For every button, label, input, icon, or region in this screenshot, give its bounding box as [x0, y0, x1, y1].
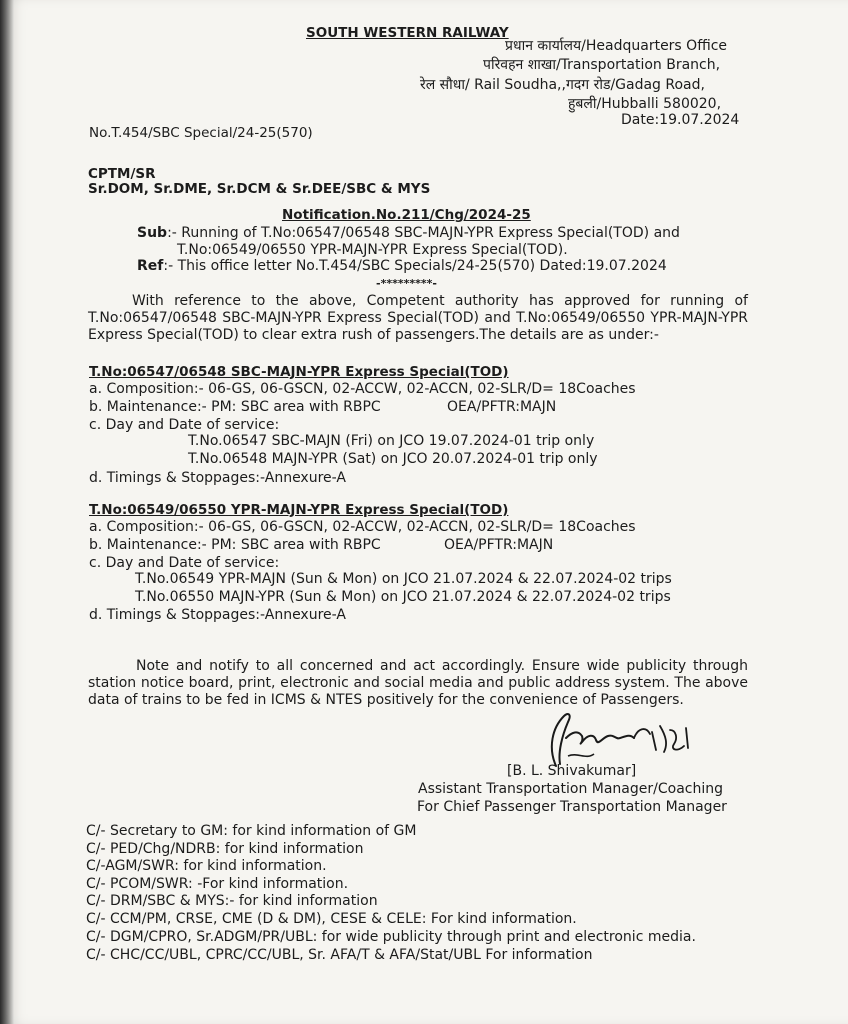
notification-title: Notification.No.211/Chg/2024-25 [282, 207, 531, 223]
separator-stars: -*********- [376, 277, 437, 290]
letter-date: Date:19.07.2024 [621, 112, 740, 128]
train2-service-1: T.No.06549 YPR-MAJN (Sun & Mon) on JCO 21.07.2024 & 22.07.2024-02 trips [135, 571, 672, 587]
intro-paragraph: With reference to the above, Competent authority has approved for running of T.No:06547/06548 SBC-MAJN-YPR Express Special(TOD) and T.No:06549/06550 YPR-MAJN-YPR Express Special(TOD) to clear extra rush of passengers.The details are as under:- [88, 293, 748, 343]
letter-number: No.T.454/SBC Special/24-25(570) [89, 125, 313, 141]
subject-text-1: :- Running of T.No:06547/06548 SBC-MAJN-YPR Express Special(TOD) and [167, 225, 680, 241]
train1-maintenance: b. Maintenance:- PM: SBC area with RBPC [89, 399, 381, 415]
copy-to-item: C/- CHC/CC/UBL, CPRC/CC/UBL, Sr. AFA/T & AFA/Stat/UBL For information [86, 947, 593, 963]
reference-text: :- This office letter No.T.454/SBC Specials/24-25(570) Dated:19.07.2024 [163, 258, 667, 274]
train2-service-2: T.No.06550 MAJN-YPR (Sun & Mon) on JCO 21.07.2024 & 22.07.2024-02 trips [135, 589, 671, 605]
reference-label: Ref [137, 258, 164, 274]
copy-to-item: C/- PED/Chg/NDRB: for kind information [86, 841, 364, 857]
copy-to-item: C/- DRM/SBC & MYS:- for kind information [86, 893, 378, 909]
addressee-line-2: Sr.DOM, Sr.DME, Sr.DCM & Sr.DEE/SBC & MYS [88, 181, 431, 197]
page-edge-shadow [0, 0, 14, 1024]
train1-composition: a. Composition:- 06-GS, 06-GSCN, 02-ACCW, 02-ACCN, 02-SLR/D= 18Coaches [89, 381, 636, 397]
train2-oea: OEA/PFTR:MAJN [444, 537, 554, 553]
office-line-1: प्रधान कार्यालय/Headquarters Office [505, 38, 728, 54]
railway-name: SOUTH WESTERN RAILWAY [306, 25, 509, 41]
train1-title: T.No:06547/06548 SBC-MAJN-YPR Express Special(TOD) [89, 364, 509, 380]
subject-line-2: T.No:06549/06550 YPR-MAJN-YPR Express Special(TOD). [177, 242, 568, 258]
copy-to-item: C/- CCM/PM, CRSE, CME (D & DM), CESE & CELE: For kind information. [86, 911, 577, 927]
train1-timings: d. Timings & Stoppages:-Annexure-A [89, 470, 346, 486]
signatory-name: [B. L. Shivakumar] [507, 763, 637, 779]
train1-day-date: c. Day and Date of service: [89, 417, 280, 433]
train1-service-2: T.No.06548 MAJN-YPR (Sat) on JCO 20.07.2024-01 trip only [188, 451, 598, 467]
reference-line [137, 258, 667, 274]
subject-label: Sub [137, 225, 168, 241]
signatory-for-line: For Chief Passenger Transportation Manager [417, 799, 727, 815]
train2-title: T.No:06549/06550 YPR-MAJN-YPR Express Special(TOD) [89, 502, 509, 518]
copy-to-item: C/- PCOM/SWR: -For kind information. [86, 876, 349, 892]
signatory-designation: Assistant Transportation Manager/Coaching [418, 781, 723, 797]
copy-to-item: C/-AGM/SWR: for kind information. [86, 858, 327, 874]
office-line-2: परिवहन शाखा/Transportation Branch, [483, 57, 721, 73]
copy-to-item: C/- Secretary to GM: for kind information of GM [86, 823, 417, 839]
office-line-3: रेल सौधा/ Rail Soudha,,गदग रोड/Gadag Road, [420, 77, 705, 93]
subject-line-1 [137, 225, 680, 241]
train1-oea: OEA/PFTR:MAJN [447, 399, 557, 415]
copy-to-item: C/- DGM/CPRO, Sr.ADGM/PR/UBL: for wide publicity through print and electronic media. [86, 929, 696, 945]
train2-day-date: c. Day and Date of service: [89, 555, 280, 571]
train2-composition: a. Composition:- 06-GS, 06-GSCN, 02-ACCW, 02-ACCN, 02-SLR/D= 18Coaches [89, 519, 636, 535]
train2-timings: d. Timings & Stoppages:-Annexure-A [89, 607, 346, 623]
office-line-4: हुबली/Hubballi 580020, [568, 96, 722, 112]
closing-paragraph: Note and notify to all concerned and act accordingly. Ensure wide publicity through station notice board, print, electronic and social media and public address system. The above data of trains to be fed in ICMS & NTES positively for the convenience of Passengers. [88, 658, 748, 708]
train2-maintenance: b. Maintenance:- PM: SBC area with RBPC [89, 537, 381, 553]
addressee-line-1: CPTM/SR [88, 166, 156, 182]
train1-service-1: T.No.06547 SBC-MAJN (Fri) on JCO 19.07.2024-01 trip only [188, 433, 595, 449]
